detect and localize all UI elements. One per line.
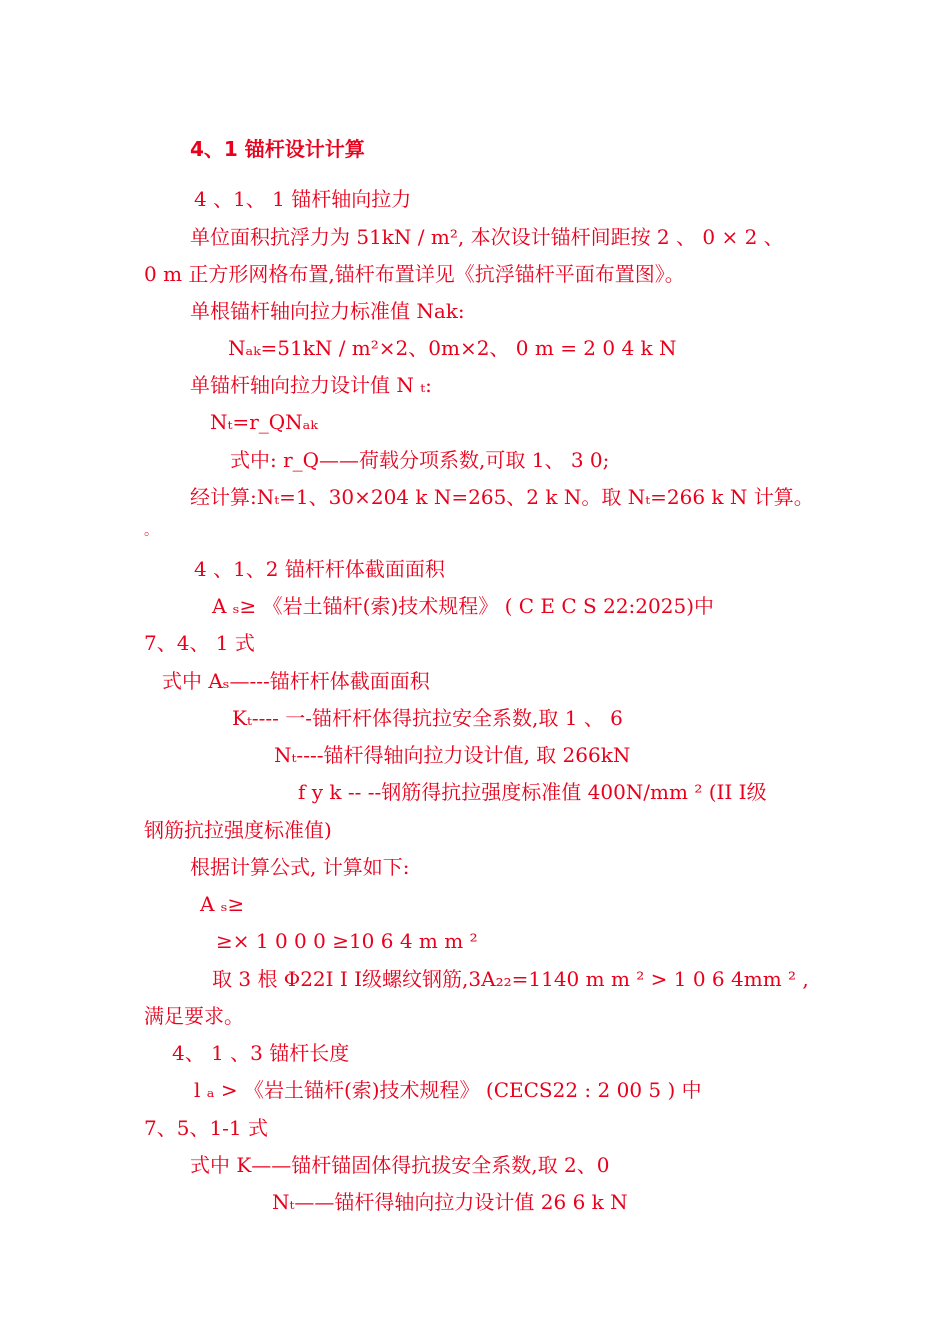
paragraph-line: 经计算:Nₜ=1、30×204 k N=265、2 k N。取 Nₜ=266 k N 计算。 (190, 485, 814, 509)
formula-note: Kₜ---- 一-锚杆杆体得抗拉安全系数,取 1 、 6 (232, 706, 623, 730)
paragraph-line: 钢筋抗拉强度标准值) (144, 818, 332, 842)
formula-line: Nₐₖ=51kN / m²×2、0m×2、 0 m = 2 0 4 k N (228, 336, 677, 360)
formula-line: A ₛ≥ (200, 892, 245, 916)
formula-note: 式中: r_Q——荷载分项系数,可取 1、 3 0; (230, 448, 610, 472)
formula-line: ≥× 1 0 0 0 ≥10 6 4 m m ² (216, 929, 478, 953)
subsection-heading: 4 、1、2 锚杆杆体截面面积 (194, 557, 445, 581)
paragraph-line: 根据计算公式, 计算如下: (190, 855, 410, 879)
subsection-heading: 4、 1 、3 锚杆长度 (172, 1041, 350, 1065)
paragraph-line: 单位面积抗浮力为 51kN / m², 本次设计锚杆间距按 2 、 0 × 2 、 (190, 225, 784, 249)
formula-note: 式中 K——锚杆锚固体得抗拔安全系数,取 2、0 (190, 1153, 610, 1177)
paragraph-line: 单锚杆轴向拉力设计值 N ₜ: (190, 373, 432, 397)
formula-line: A ₛ≥ 《岩土锚杆(索)技术规程》 ( C E C S 22:2025)中 (212, 594, 715, 618)
formula-note: f y k ‑‑ ‑‑钢筋得抗拉强度标准值 400N/mm ² (II Ⅰ级 (298, 780, 767, 804)
subsection-heading: 4 、1、 1 锚杆轴向拉力 (194, 187, 412, 211)
formula-note: Nₜ‑‑‑‑锚杆得轴向拉力设计值, 取 266kN (274, 743, 631, 767)
stray-mark: 。 (144, 523, 158, 539)
paragraph-line: 7、4、 1 式 (144, 631, 255, 655)
section-heading: 4、1 锚杆设计计算 (190, 137, 365, 161)
formula-note: 式中 Aₛ—‑‑‑锚杆杆体截面面积 (162, 669, 430, 693)
paragraph-line: 0 m 正方形网格布置,锚杆布置详见《抗浮锚杆平面布置图》。 (144, 262, 685, 286)
paragraph-line: 7、5、1‑1 式 (144, 1116, 269, 1140)
paragraph-line: 单根锚杆轴向拉力标准值 Nak: (190, 299, 465, 323)
paragraph-line: 满足要求。 (144, 1004, 244, 1028)
formula-line: Nₜ=r_QNₐₖ (210, 410, 318, 434)
paragraph-line: 取 3 根 Φ22I Ⅰ Ⅰ级螺纹钢筋,3A₂₂=1140 m m ² > 1 0 6 4mm ² , (212, 967, 809, 991)
formula-note: Nₜ——锚杆得轴向拉力设计值 26 6 k N (272, 1190, 628, 1214)
formula-line: l ₐ > 《岩土锚杆(索)技术规程》 (CECS22 : 2 00 5 ) 中 (194, 1078, 702, 1102)
